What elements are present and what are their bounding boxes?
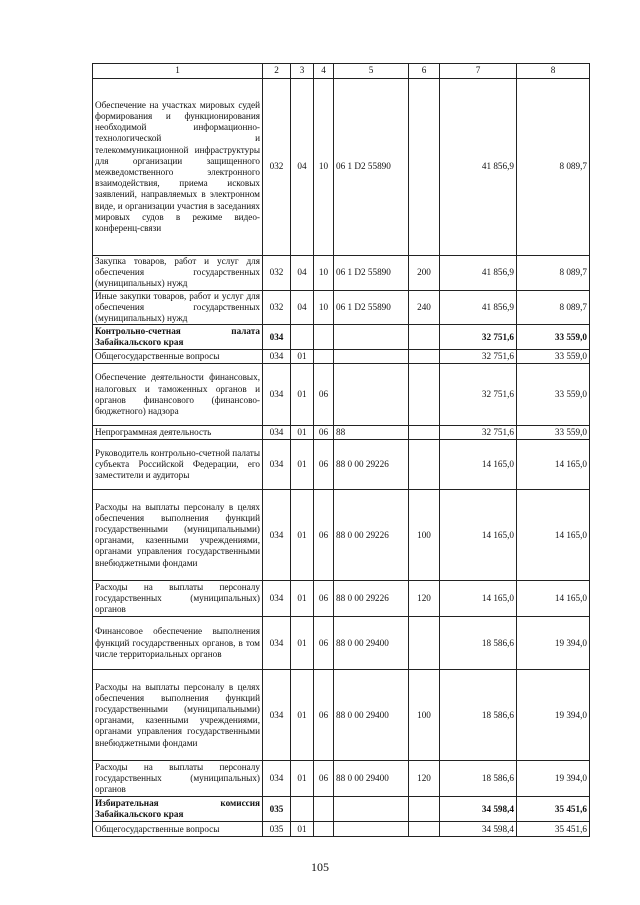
row-ministry-code: 034 [263, 426, 291, 440]
table-row [93, 440, 590, 490]
row-amount-year1: 14 165,0 [440, 490, 517, 581]
row-subsection-code [314, 822, 334, 837]
row-ministry-code: 035 [263, 822, 291, 837]
row-subsection-code: 06 [314, 761, 334, 797]
row-ministry-code: 034 [263, 670, 291, 761]
row-subsection-code: 06 [314, 670, 334, 761]
row-expense-type: 100 [409, 670, 440, 761]
row-expense-type [409, 617, 440, 670]
table-row [93, 79, 590, 256]
row-subsection-code: 06 [314, 440, 334, 490]
row-name: Расходы на выплаты персоналу государственных (муниципальных) органов [93, 581, 263, 617]
row-subsection-code: 06 [314, 581, 334, 617]
row-target-article [334, 797, 409, 822]
row-expense-type [409, 79, 440, 256]
table-row [93, 350, 590, 364]
row-name: Руководитель контрольно-счетной палаты субъекта Российской Федерации, его заместители и аудиторы [93, 440, 263, 490]
row-amount-year1: 14 165,0 [440, 440, 517, 490]
row-amount-year2: 14 165,0 [517, 490, 590, 581]
row-amount-year2: 8 089,7 [517, 79, 590, 256]
row-name: Контрольно-счетная палата Забайкальского края [93, 325, 263, 350]
table-body [93, 64, 590, 837]
table-row [93, 426, 590, 440]
row-section-code: 01 [291, 761, 314, 797]
row-ministry-code: 032 [263, 79, 291, 256]
row-amount-year2: 33 559,0 [517, 325, 590, 350]
row-amount-year1: 34 598,4 [440, 822, 517, 837]
row-ministry-code: 032 [263, 256, 291, 291]
row-target-article: 88 0 00 29226 [334, 581, 409, 617]
row-section-code [291, 325, 314, 350]
row-name: Общегосударственные вопросы [93, 350, 263, 364]
row-ministry-code: 034 [263, 440, 291, 490]
row-section-code: 01 [291, 364, 314, 426]
row-amount-year1: 32 751,6 [440, 350, 517, 364]
row-name: Иные закупки товаров, работ и услуг для обеспечения государственных (муниципальных) нужд [93, 290, 263, 325]
column-number: 3 [291, 64, 314, 79]
row-amount-year2: 35 451,6 [517, 822, 590, 837]
row-expense-type [409, 440, 440, 490]
row-target-article: 06 1 D2 55890 [334, 79, 409, 256]
row-ministry-code: 034 [263, 581, 291, 617]
row-expense-type [409, 325, 440, 350]
row-amount-year1: 32 751,6 [440, 426, 517, 440]
row-name: Обеспечение деятельности финансовых, налоговых и таможенных органов и органов финансового (финансово-бюджетного) надзора [93, 364, 263, 426]
row-amount-year2: 33 559,0 [517, 350, 590, 364]
table-row [93, 797, 590, 822]
row-amount-year2: 19 394,0 [517, 761, 590, 797]
row-ministry-code: 034 [263, 761, 291, 797]
table-row [93, 581, 590, 617]
row-target-article: 06 1 D2 55890 [334, 290, 409, 325]
row-section-code [291, 797, 314, 822]
row-section-code: 01 [291, 440, 314, 490]
row-amount-year1: 18 586,6 [440, 670, 517, 761]
row-expense-type [409, 364, 440, 426]
row-amount-year1: 41 856,9 [440, 79, 517, 256]
row-section-code: 01 [291, 350, 314, 364]
row-target-article: 88 0 00 29400 [334, 617, 409, 670]
row-name: Общегосударственные вопросы [93, 822, 263, 837]
row-target-article: 88 0 00 29400 [334, 670, 409, 761]
row-amount-year2: 19 394,0 [517, 670, 590, 761]
row-section-code: 01 [291, 670, 314, 761]
row-subsection-code: 06 [314, 364, 334, 426]
budget-table [92, 63, 590, 837]
row-expense-type: 100 [409, 490, 440, 581]
row-ministry-code: 034 [263, 617, 291, 670]
row-section-code: 01 [291, 426, 314, 440]
row-target-article [334, 822, 409, 837]
table-row [93, 325, 590, 350]
row-section-code: 01 [291, 617, 314, 670]
row-expense-type: 200 [409, 256, 440, 291]
table-row [93, 290, 590, 325]
row-expense-type [409, 350, 440, 364]
row-target-article: 88 0 00 29400 [334, 761, 409, 797]
row-section-code: 01 [291, 581, 314, 617]
row-expense-type [409, 426, 440, 440]
row-ministry-code: 034 [263, 490, 291, 581]
table-row [93, 364, 590, 426]
row-subsection-code: 06 [314, 490, 334, 581]
row-name: Избирательная комиссия Забайкальского края [93, 797, 263, 822]
row-amount-year2: 35 451,6 [517, 797, 590, 822]
row-section-code: 04 [291, 256, 314, 291]
row-target-article: 88 [334, 426, 409, 440]
row-ministry-code: 032 [263, 290, 291, 325]
row-name: Расходы на выплаты персоналу государственных (муниципальных) органов [93, 761, 263, 797]
row-amount-year2: 19 394,0 [517, 617, 590, 670]
row-amount-year1: 32 751,6 [440, 325, 517, 350]
row-amount-year2: 33 559,0 [517, 426, 590, 440]
row-subsection-code: 10 [314, 290, 334, 325]
row-subsection-code [314, 350, 334, 364]
row-subsection-code: 10 [314, 79, 334, 256]
row-ministry-code: 034 [263, 364, 291, 426]
row-expense-type [409, 797, 440, 822]
table-row [93, 670, 590, 761]
row-amount-year1: 18 586,6 [440, 761, 517, 797]
row-section-code: 04 [291, 290, 314, 325]
column-number-row [93, 64, 590, 79]
row-amount-year1: 18 586,6 [440, 617, 517, 670]
row-amount-year1: 41 856,9 [440, 290, 517, 325]
row-subsection-code [314, 797, 334, 822]
row-amount-year2: 14 165,0 [517, 440, 590, 490]
row-name: Обеспечение на участках мировых судей формирования и функционирования необходимой информационно-технологической и телекоммуникационной инфраструктуры для организации защищенного межведомственного электронного взаимодействия, приема исковых заявлений, направляемых в электронном виде, и организации участия в заседаниях мировых судов в режиме видео-конференц-связи [93, 79, 263, 256]
row-subsection-code [314, 325, 334, 350]
table-row [93, 617, 590, 670]
column-number: 4 [314, 64, 334, 79]
row-name: Закупка товаров, работ и услуг для обеспечения государственных (муниципальных) нужд [93, 256, 263, 291]
row-name: Расходы на выплаты персоналу в целях обеспечения выполнения функций государственными (муниципальными) органами, казенными учреждениями, органами управления государственными внебюджетными фондами [93, 490, 263, 581]
row-section-code: 04 [291, 79, 314, 256]
page-number: 105 [311, 860, 329, 874]
table-row [93, 761, 590, 797]
row-target-article: 88 0 00 29226 [334, 490, 409, 581]
row-amount-year1: 41 856,9 [440, 256, 517, 291]
table-row [93, 490, 590, 581]
column-number: 8 [517, 64, 590, 79]
row-subsection-code: 06 [314, 426, 334, 440]
row-target-article [334, 364, 409, 426]
row-amount-year2: 33 559,0 [517, 364, 590, 426]
row-amount-year1: 14 165,0 [440, 581, 517, 617]
row-section-code: 01 [291, 490, 314, 581]
row-expense-type [409, 822, 440, 837]
column-number: 6 [409, 64, 440, 79]
column-number: 2 [263, 64, 291, 79]
row-ministry-code: 034 [263, 350, 291, 364]
row-subsection-code: 10 [314, 256, 334, 291]
row-target-article [334, 325, 409, 350]
row-target-article: 06 1 D2 55890 [334, 256, 409, 291]
row-section-code: 01 [291, 822, 314, 837]
row-expense-type: 120 [409, 761, 440, 797]
row-name: Финансовое обеспечение выполнения функций государственных органов, в том числе территориальных органов [93, 617, 263, 670]
row-amount-year2: 8 089,7 [517, 256, 590, 291]
row-subsection-code: 06 [314, 617, 334, 670]
row-target-article: 88 0 00 29226 [334, 440, 409, 490]
row-name: Расходы на выплаты персоналу в целях обеспечения выполнения функций государственными (муниципальными) органами, казенными учреждениями, органами управления государственными внебюджетными фондами [93, 670, 263, 761]
column-number: 7 [440, 64, 517, 79]
column-number: 5 [334, 64, 409, 79]
row-amount-year1: 34 598,4 [440, 797, 517, 822]
row-amount-year2: 8 089,7 [517, 290, 590, 325]
row-name: Непрограммная деятельность [93, 426, 263, 440]
column-number: 1 [93, 64, 263, 79]
row-ministry-code: 035 [263, 797, 291, 822]
row-amount-year2: 14 165,0 [517, 581, 590, 617]
table-row [93, 256, 590, 291]
row-ministry-code: 034 [263, 325, 291, 350]
table-row [93, 822, 590, 837]
row-amount-year1: 32 751,6 [440, 364, 517, 426]
row-expense-type: 120 [409, 581, 440, 617]
row-expense-type: 240 [409, 290, 440, 325]
row-target-article [334, 350, 409, 364]
